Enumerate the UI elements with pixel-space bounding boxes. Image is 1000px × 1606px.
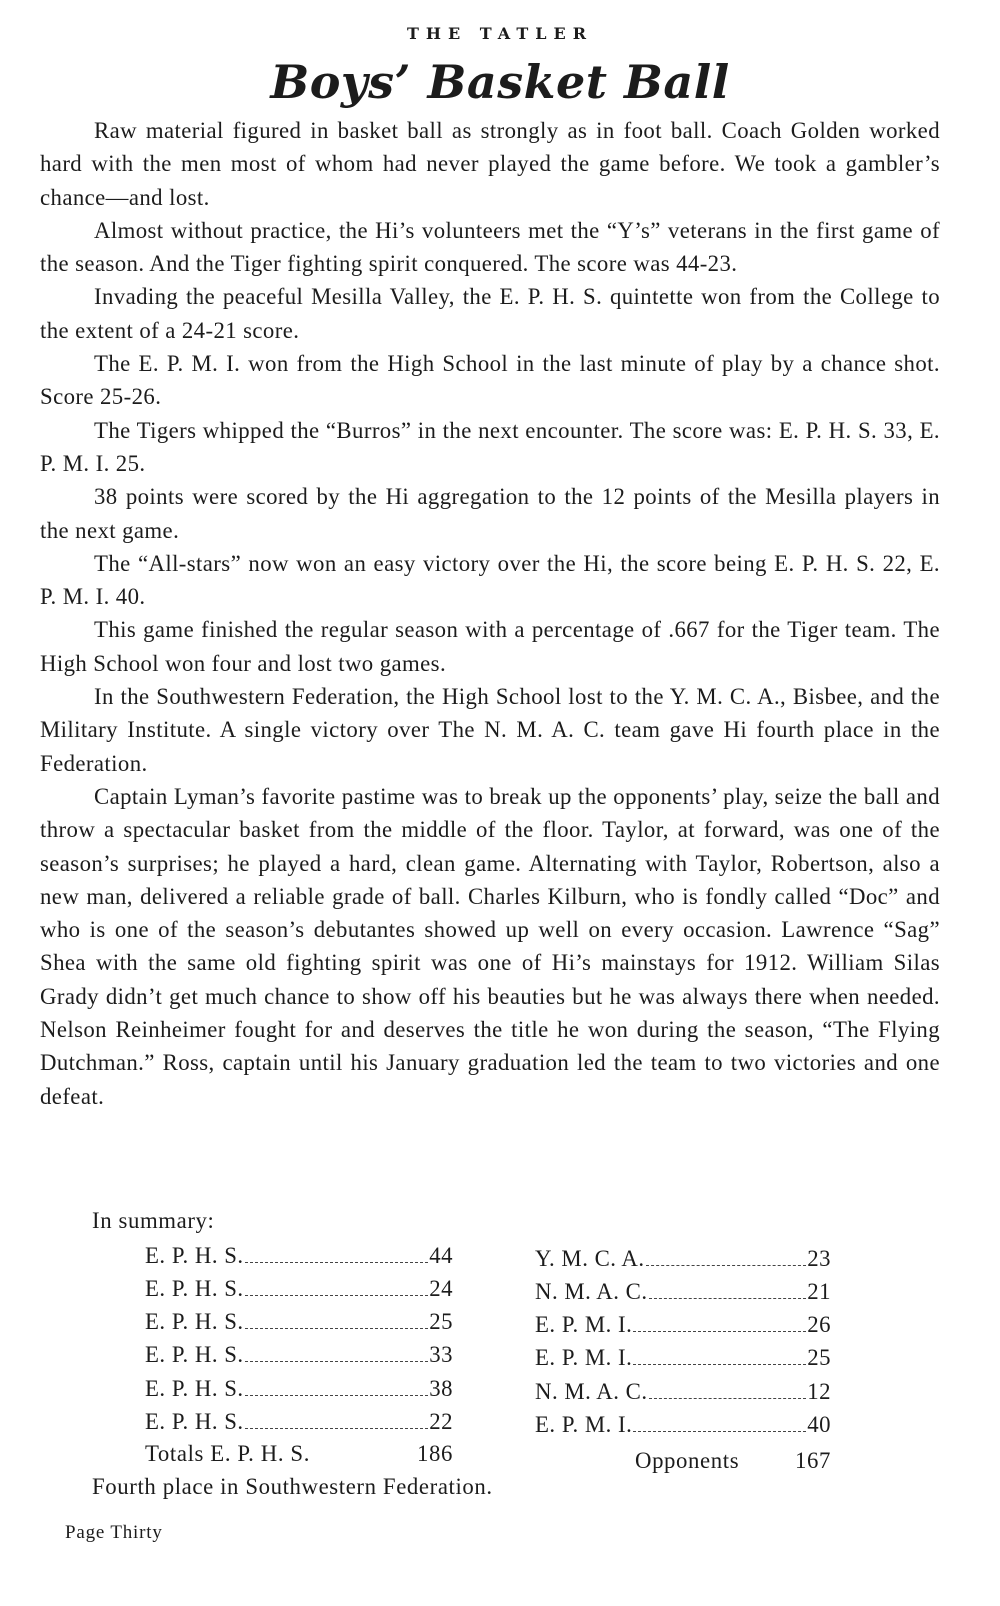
home-score: 25 xyxy=(429,1309,453,1335)
paragraph: The “All-stars” now won an easy victory over the Hi, the score being E. P. H. S. 22, E. P. M. I. 40. xyxy=(40,550,940,610)
opponent-team: E. P. M. I. xyxy=(535,1345,633,1371)
closing-line: Fourth place in Southwestern Federation. xyxy=(92,1474,493,1499)
paragraph: The E. P. M. I. won from the High School in the last minute of play by a chance shot. Score 25-26. xyxy=(40,351,940,410)
home-score: 22 xyxy=(429,1409,453,1434)
opponent-score: 26 xyxy=(807,1312,831,1338)
leader-dots xyxy=(633,1344,806,1366)
opponent-team: E. P. M. I. xyxy=(535,1312,633,1338)
paragraph: Captain Lyman’s favorite pastime was to break up the opponents’ play, seize the ball and throw a spectacular basket from the middle of the floor. Taylor, at forward, was one of the season’s surprises; he played a hard, clean game. Alternating with Taylor, Robertson, also a new man, delivered a reliable grade of ball. Charles Kilburn, who is fondly called “Doc” and who is one of the season’s debutantes showed up well on every occasion. Lawrence “Sag” Shea with the same old fighting spirit was one of Hi’s mainstays for 1912. William Silas Grady didn’t get much chance to show off his beauties but he was always there when needed. Nelson Reinheimer fought for and deserves the title he won during the season, “The Flying Dutchman.” Ross, captain until his January graduation led the team to two victories and one defeat. xyxy=(40,783,940,1109)
leader-dots xyxy=(245,1308,429,1330)
opponent-score: 25 xyxy=(807,1345,831,1371)
home-score: 24 xyxy=(429,1275,453,1301)
paragraph: In the Southwestern Federation, the High School lost to the Y. M. C. A., Bisbee, and the Military Institute. A single victory over The N. M. A. C. team gave Hi fourth place in the Federation. xyxy=(40,684,940,776)
opponent-score: 12 xyxy=(807,1378,831,1404)
home-team: E. P. H. S. xyxy=(145,1375,244,1401)
home-team: E. P. H. S. xyxy=(145,1342,244,1368)
opponent-totals xyxy=(635,1448,831,1474)
opponent-score-row xyxy=(535,1277,831,1310)
home-scores-column xyxy=(145,1241,453,1441)
opponent-team: N. M. A. C. xyxy=(535,1378,648,1404)
home-totals-label: Totals E. P. H. S. xyxy=(145,1441,311,1466)
leader-dots xyxy=(646,1244,807,1266)
paragraph: 38 points were scored by the Hi aggregation to the 12 points of the Mesilla players in the next game. xyxy=(40,484,940,543)
opponent-score-row xyxy=(535,1377,831,1410)
opponent-score-row xyxy=(535,1344,831,1377)
home-score-row xyxy=(145,1241,453,1274)
opponent-score-row xyxy=(535,1311,831,1344)
opponent-score-row xyxy=(535,1244,831,1277)
opponent-totals-label: Opponents xyxy=(635,1448,740,1473)
leader-dots xyxy=(649,1277,807,1299)
home-team: E. P. H. S. xyxy=(145,1242,244,1268)
home-score: 44 xyxy=(429,1242,453,1268)
home-totals-value: 186 xyxy=(417,1441,453,1466)
paragraph: This game finished the regular season with a percentage of .667 for the Tiger team. The High School won four and lost two games. xyxy=(40,617,940,676)
leader-dots xyxy=(633,1410,806,1432)
opponent-team: E. P. M. I. xyxy=(535,1412,633,1437)
opponent-score-row xyxy=(535,1410,831,1443)
home-score: 33 xyxy=(429,1342,453,1368)
home-team: E. P. H. S. xyxy=(145,1309,244,1335)
home-score-row xyxy=(145,1341,453,1374)
leader-dots xyxy=(633,1311,806,1333)
home-totals xyxy=(145,1441,453,1467)
leader-dots xyxy=(245,1374,429,1396)
leader-dots xyxy=(245,1341,429,1363)
home-score-row xyxy=(145,1308,453,1341)
paragraph: Almost without practice, the Hi’s volunteers met the “Y’s” veterans in the first game of the season. And the Tiger fighting spirit conquered. The score was 44-23. xyxy=(40,217,940,277)
paragraph: The Tigers whipped the “Burros” in the next encounter. The score was: E. P. H. S. 33, E. P. M. I. 25. xyxy=(40,417,940,476)
home-team: E. P. H. S. xyxy=(145,1275,244,1301)
opponent-score: 21 xyxy=(807,1278,831,1304)
opponent-team: N. M. A. C. xyxy=(535,1278,648,1304)
home-score-row xyxy=(145,1407,453,1440)
opponent-scores-column xyxy=(535,1244,831,1444)
leader-dots xyxy=(245,1241,429,1263)
summary-label: In summary: xyxy=(92,1208,215,1233)
opponent-totals-value: 167 xyxy=(795,1448,831,1473)
opponent-score: 40 xyxy=(807,1412,831,1437)
home-team: E. P. H. S. xyxy=(145,1409,244,1434)
home-score: 38 xyxy=(429,1375,453,1401)
opponent-team: Y. M. C. A. xyxy=(535,1245,645,1271)
home-score-row xyxy=(145,1374,453,1407)
running-header: THE TATLER xyxy=(406,24,593,43)
opponent-score: 23 xyxy=(807,1245,831,1271)
paragraph: Invading the peaceful Mesilla Valley, the E. P. H. S. quintette won from the College to the extent of a 24-21 score. xyxy=(40,284,940,343)
home-score-row xyxy=(145,1274,453,1307)
leader-dots xyxy=(245,1274,429,1296)
leader-dots xyxy=(649,1377,807,1399)
paragraph: Raw material figured in basket ball as strongly as in foot ball. Coach Golden worked hard with the men most of whom had never played the game before. We took a gambler’s chance—and lost. xyxy=(40,118,940,210)
page-number: Page Thirty xyxy=(65,1522,163,1543)
leader-dots xyxy=(245,1407,429,1429)
article-title: Boys’ Basket Ball xyxy=(270,55,730,109)
article-body xyxy=(40,114,940,1113)
